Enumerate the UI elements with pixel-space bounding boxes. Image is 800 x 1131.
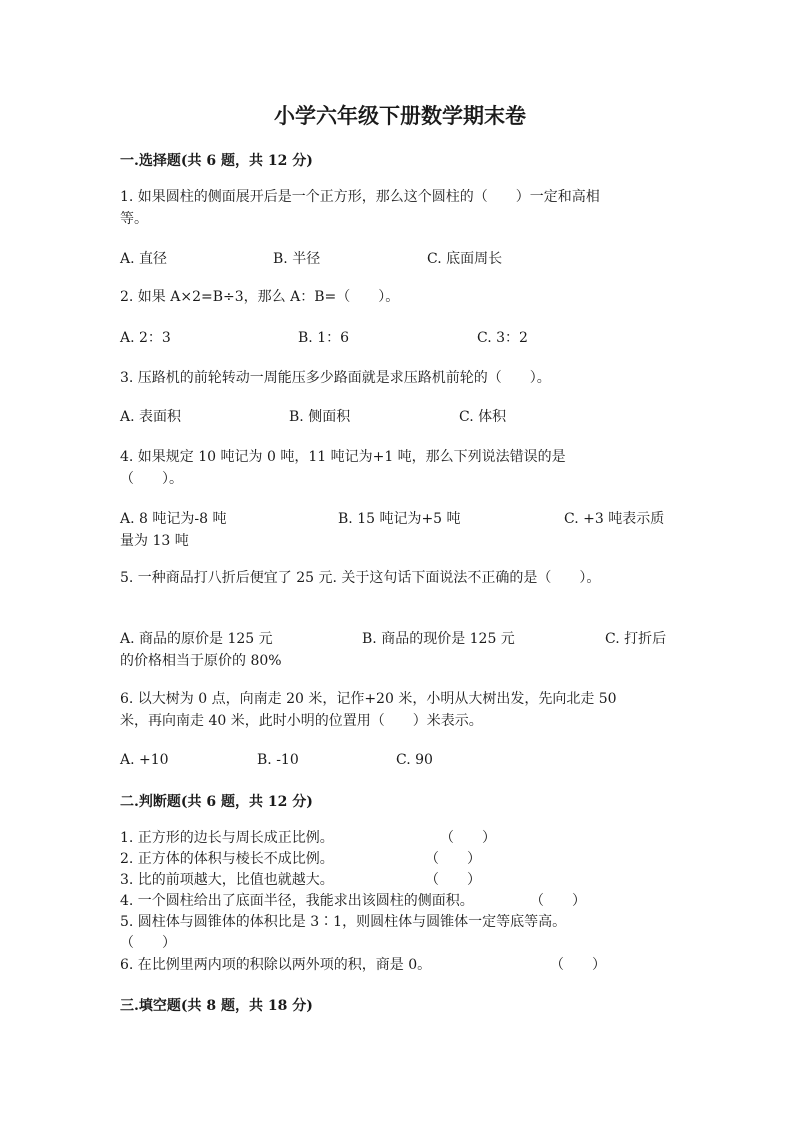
judge-question-4: 4. 一个圆柱给出了底面半径，我能求出该圆柱的侧面积。 <box>120 893 474 909</box>
option-a: A. 商品的原价是 125 元 <box>120 631 273 647</box>
option-c: C. 90 <box>396 752 433 768</box>
stem-line: 6. 以大树为 0 点，向南走 20 米，记作+20 米，小明从大树出发，先向北走 50 <box>120 691 617 707</box>
option-a: A. 表面积 <box>120 409 182 425</box>
judge-question-2: 2. 正方体的体积与棱长不成比例。 <box>120 851 334 867</box>
question-4-stem <box>120 446 682 490</box>
option-c: C. 底面周长 <box>427 251 503 267</box>
option-b: B. 侧面积 <box>289 409 351 425</box>
question-2-stem: 2. 如果 A×2=B÷3，那么 A：B=（ ）。 <box>120 289 400 305</box>
answer-paren: （ ） <box>425 872 481 888</box>
option-c: C. 3：2 <box>477 330 528 346</box>
option-c: C. 打折后 <box>605 631 667 647</box>
answer-paren: （ ） <box>120 935 176 951</box>
option-a: A. 8 吨记为-8 吨 <box>120 511 227 527</box>
option-c: C. +3 吨表示质 <box>564 511 665 527</box>
answer-paren: （ ） <box>530 893 586 909</box>
answer-paren: （ ） <box>550 957 606 973</box>
option-a: A. 2：3 <box>120 330 171 346</box>
stem-line: 4. 如果规定 10 吨记为 0 吨，11 吨记为+1 吨，那么下列说法错误的是 <box>120 449 566 465</box>
judge-question-3: 3. 比的前项越大，比值也就越大。 <box>120 872 334 888</box>
question-1-stem <box>120 186 682 230</box>
judge-question-6: 6. 在比例里两内项的积除以两外项的积，商是 0。 <box>120 957 432 973</box>
option-a: A. +10 <box>120 752 169 768</box>
question-3-stem: 3. 压路机的前轮转动一周能压多少路面就是求压路机前轮的（ ）。 <box>120 370 551 386</box>
option-b: B. 商品的现价是 125 元 <box>362 631 515 647</box>
option-b: B. 15 吨记为+5 吨 <box>338 511 461 527</box>
stem-line: 等。 <box>120 211 148 227</box>
option-c-continued: 量为 13 吨 <box>120 533 189 549</box>
option-b: B. -10 <box>257 752 299 768</box>
question-6-stem <box>120 688 682 732</box>
stem-line: 1. 如果圆柱的侧面展开后是一个正方形，那么这个圆柱的（ ）一定和高相 <box>120 189 600 205</box>
option-b: B. 1：6 <box>298 330 350 346</box>
stem-line: 米，再向南走 40 米，此时小明的位置用（ ）米表示。 <box>120 713 483 729</box>
option-b: B. 半径 <box>273 251 321 267</box>
answer-paren: （ ） <box>425 851 481 867</box>
page-title: 小学六年级下册数学期末卷 <box>274 103 526 128</box>
section-heading-fill: 三.填空题(共 8 题，共 18 分) <box>120 998 313 1014</box>
section-heading-choice: 一.选择题(共 6 题，共 12 分) <box>120 153 313 169</box>
option-a: A. 直径 <box>120 251 168 267</box>
stem-line: （ ）。 <box>120 471 183 487</box>
judge-question-1: 1. 正方形的边长与周长成正比例。 <box>120 830 334 846</box>
answer-paren: （ ） <box>440 830 496 846</box>
section-heading-judge: 二.判断题(共 6 题，共 12 分) <box>120 794 313 810</box>
question-5-stem: 5. 一种商品打八折后便宜了 25 元. 关于这句话下面说法不正确的是（ ）。 <box>120 570 601 586</box>
option-c-continued: 的价格相当于原价的 80% <box>120 653 282 669</box>
option-c: C. 体积 <box>459 409 507 425</box>
judge-question-5: 5. 圆柱体与圆锥体的体积比是 3∶1，则圆柱体与圆锥体一定等底等高。 <box>120 914 567 930</box>
